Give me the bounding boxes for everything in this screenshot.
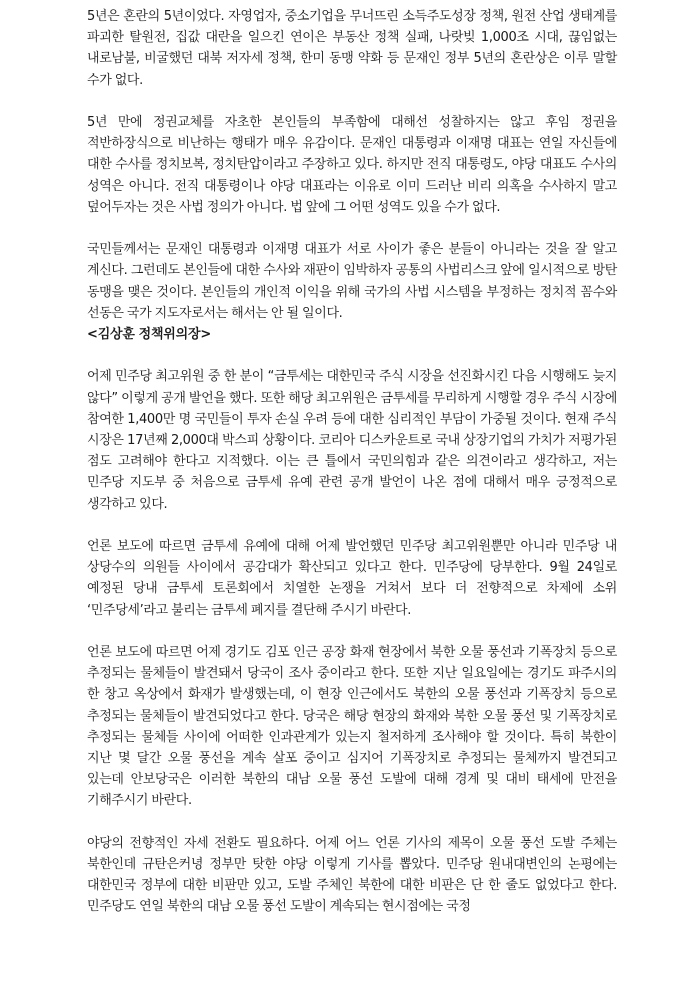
speaker-heading: <김상훈 정책위의장> [87,327,212,343]
paragraph: 5년은 혼란의 5년이었다. 자영업자, 중소기업을 무너뜨린 소득주도성장 정책, 원전 산업 생태계를 파괴한 탈원전, 집값 대란을 일으킨 연이은 부동산 정책 실패, 나랏빚 1,000조 시대, 끊임없는 내로남불, 비굴했던 대북 저자세 정책, 한미 동맹 약화 등 문재인 정부 5년의 혼란상은 이루 말할 수가 없다. [87,9,617,88]
paragraph: 5년 만에 정권교체를 자초한 본인들의 부족함에 대해선 성찰하지는 않고 후임 정권을 적반하장식으로 비난하는 행태가 매우 유감이다. 문재인 대통령과 이재명 대표는 연일 자신들에 대한 수사를 정치보복, 정치탄압이라고 주장하고 있다. 하지만 전직 대통령도, 야당 대표도 수사의 성역은 아니다. 전직 대통령이나 야당 대표라는 이유로 이미 드러난 비리 의혹을 수사하지 말고 덮어두자는 것은 사법 정의가 아니다. 법 앞에 그 어떤 성역도 있을 수가 없다. [87,115,617,215]
paragraph: 야당의 전향적인 자세 전환도 필요하다. 어제 어느 언론 기사의 제목이 오물 풍선 도발 주체는 북한인데 규탄은커녕 정부만 탓한 야당 이렇게 기사를 뽑았다. 민주당 원내대변인의 논평에는 대한민국 정부에 대한 비판만 있고, 도발 주체인 북한에 대한 비판은 단 한 줄도 없었다고 한다. 민주당도 연일 북한의 대남 오물 풍선 도발이 계속되는 현시점에는 국정 [87,835,617,915]
document-body [87,6,617,939]
paragraph: 국민들께서는 문재인 대통령과 이재명 대표가 서로 사이가 좋은 분들이 아니라는 것을 잘 알고 계신다. 그런데도 본인들에 대한 수사와 재판이 임박하자 공통의 사법리스크 앞에 일시적으로 방탄 동맹을 맺은 것이다. 본인들의 개인적 이익을 위해 국가의 사법 시스템을 부정하는 정치적 꼼수와 선동은 국가 지도자로서는 해서는 안 될 일이다. [87,242,617,321]
paragraph: 언론 보도에 따르면 어제 경기도 김포 인근 공장 화재 현장에서 북한 오물 풍선과 기폭장치 등으로 추정되는 물체들이 발견돼서 당국이 조사 중이라고 한다. 또한 지난 일요일에는 경기도 파주시의 한 창고 옥상에서 화재가 발생했는데, 이 현장 인근에서도 북한의 오물 풍선과 기폭장치 등으로 추정되는 물체들이 발견되었다고 한다. 당국은 해당 현장의 화재와 북한 오물 풍선 및 기폭장치로 추정되는 물체들 사이에 어떠한 인과관계가 있는지 철저하게 조사해야 할 것이다. 특히 북한이 지난 몇 달간 오물 풍선을 계속 살포 중이고 심지어 기폭장치로 추정되는 물체까지 발견되고 있는데 안보당국은 이러한 북한의 대남 오물 풍선 도발에 대해 경계 및 대비 태세에 만전을 기해주시기 바란다. [87,645,617,809]
paragraph: 어제 민주당 최고위원 중 한 분이 “금투세는 대한민국 주식 시장을 선진화시킨 다음 시행해도 늦지 않다” 이렇게 공개 발언을 했다. 또한 해당 최고위원은 금투세를 무리하게 시행할 경우 주식 시장에 참여한 1,400만 명 국민들이 투자 손실 우려 등에 대한 심리적인 부담이 가중될 것이다. 현재 주식 시장은 17년째 2,000대 박스피 상황이다. 코리아 디스카운트로 국내 상장기업의 가치가 저평가된 점도 고려해야 한다고 지적했다. 이는 큰 틀에서 국민의힘과 같은 의견이라고 생각하고, 저는 민주당 지도부 중 처음으로 금투세 유예 관련 공개 발언이 나온 점에 대해서 매우 긍정적으로 생각하고 있다. [87,369,617,512]
paragraph: 언론 보도에 따르면 금투세 유예에 대해 어제 발언했던 민주당 최고위원뿐만 아니라 민주당 내 상당수의 의원들 사이에서 공감대가 확산되고 있다고 한다. 민주당에 당부한다. 9월 24일로 예정된 당내 금투세 토론회에서 치열한 논쟁을 거쳐서 보다 더 전향적으로 차제에 소위 ‘민주당세’라고 불리는 금투세 폐지를 결단해 주시기 바란다. [87,539,617,618]
